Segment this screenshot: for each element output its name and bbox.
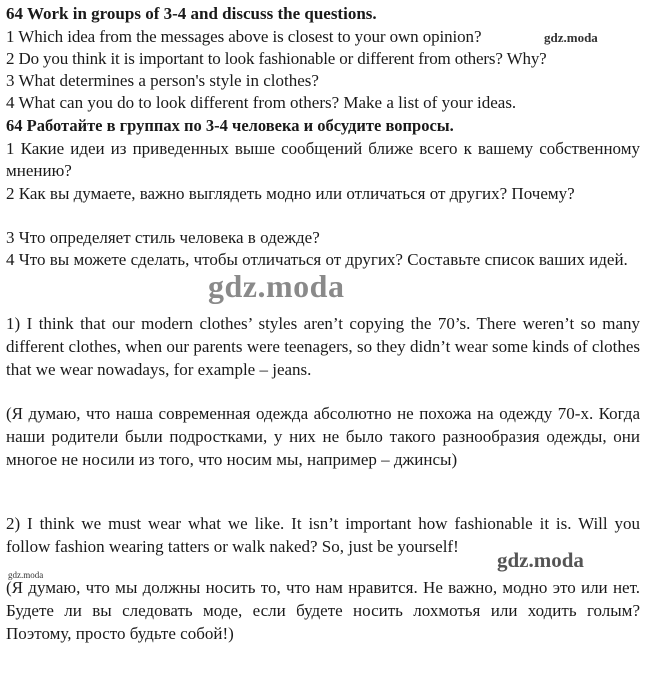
watermark-center: gdz.moda [208,268,345,304]
answer-1-english: 1) I think that our modern clothes’ styles aren’t copying the 70’s. There weren’t so many different clothes, when our parents were teenagers, so they didn’t wear some kinds of clothes that we wear nowadays, for example – jeans. [6,314,640,379]
watermark-top: gdz.moda [544,30,598,45]
english-question-1: 1 Which idea from the messages above is closest to your own opinion? [6,27,482,46]
russian-question-3: 3 Что определяет стиль человека в одежде? [6,228,320,247]
watermark-bottom-left: gdz.moda [8,570,44,580]
english-heading: 64 Work in groups of 3-4 and discuss the questions. [6,4,377,23]
english-question-4: 4 What can you do to look different from others? Make a list of your ideas. [6,93,517,112]
answer-2-english: 2) I think we must wear what we like. It isn’t important how fashionable it is. Will you follow fashion wearing tatters or walk naked? So, just be yourself! [6,514,640,556]
watermark-right: gdz.moda [497,548,584,572]
answer-1-russian: (Я думаю, что наша современная одежда абсолютно не похожа на одежду 70-х. Когда наши родители были подростками, у них не было такого разнообразия одежды, они многое не носили из того, что носим мы, например – джинсы) [6,404,640,469]
english-question-3: 3 What determines a person's style in clothes? [6,71,319,90]
russian-question-1: 1 Какие идеи из приведенных выше сообщений ближе всего к вашему собственному мнению? [6,139,640,181]
russian-question-4: 4 Что вы можете сделать, чтобы отличаться от других? Составьте список ваших идей. [6,250,628,269]
russian-question-2: 2 Как вы думаете, важно выглядеть модно или отличаться от других? Почему? [6,184,575,203]
russian-heading: 64 Работайте в группах по 3-4 человека и обсудите вопросы. [6,116,454,135]
english-question-2: 2 Do you think it is important to look fashionable or different from others? Why? [6,49,547,68]
answer-2-russian: (Я думаю, что мы должны носить то, что нам нравится. Не важно, модно это или нет. Будете ли вы следовать моде, если будете носить лохмотья или ходить голым? Поэтому, просто будьте собой!) [6,578,640,643]
